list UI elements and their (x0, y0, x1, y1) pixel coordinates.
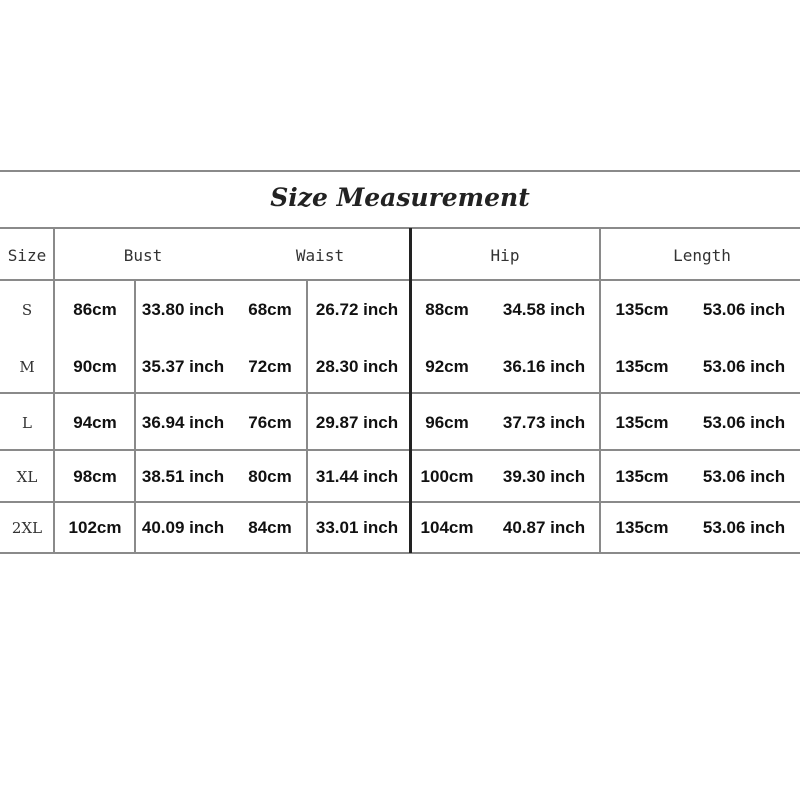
cell-size: 2XL (11, 519, 43, 537)
cell-bust-cm: 98cm (73, 467, 117, 486)
cell-length-in: 53.06 inch (702, 357, 786, 376)
cell-hip-cm: 88cm (425, 300, 469, 319)
cell-waist-in: 31.44 inch (315, 467, 399, 486)
cell-hip-cm: 96cm (425, 413, 469, 432)
table-title: Size Measurement (270, 183, 530, 212)
cell-hip-in: 40.87 inch (502, 518, 586, 537)
cell-length-in: 53.06 inch (702, 300, 786, 319)
cell-length-cm: 135cm (615, 357, 669, 376)
cell-waist-cm: 76cm (248, 413, 292, 432)
cell-size: XL (16, 468, 38, 486)
cell-bust-cm: 90cm (73, 357, 117, 376)
divider (134, 280, 136, 553)
header-length: Length (673, 246, 731, 265)
cell-length-in: 53.06 inch (702, 467, 786, 486)
cell-hip-cm: 104cm (420, 518, 474, 537)
cell-bust-cm: 94cm (73, 413, 117, 432)
cell-hip-in: 37.73 inch (502, 413, 586, 432)
cell-hip-cm: 92cm (425, 357, 469, 376)
divider (0, 227, 800, 229)
cell-length-cm: 135cm (615, 413, 669, 432)
divider (53, 228, 55, 553)
cell-waist-in: 29.87 inch (315, 413, 399, 432)
cell-bust-in: 40.09 inch (141, 518, 225, 537)
divider (409, 228, 412, 553)
cell-bust-in: 35.37 inch (141, 357, 225, 376)
cell-hip-in: 39.30 inch (502, 467, 586, 486)
divider (0, 279, 800, 281)
cell-bust-cm: 86cm (73, 300, 117, 319)
cell-waist-cm: 72cm (248, 357, 292, 376)
cell-bust-cm: 102cm (68, 518, 122, 537)
divider (0, 170, 800, 172)
header-bust: Bust (123, 246, 163, 265)
cell-length-cm: 135cm (615, 518, 669, 537)
cell-hip-cm: 100cm (420, 467, 474, 486)
cell-waist-cm: 84cm (248, 518, 292, 537)
cell-size: M (19, 358, 35, 376)
cell-waist-in: 28.30 inch (315, 357, 399, 376)
cell-bust-in: 36.94 inch (141, 413, 225, 432)
divider (0, 501, 800, 503)
divider (306, 280, 308, 553)
cell-length-in: 53.06 inch (702, 518, 786, 537)
cell-hip-in: 36.16 inch (502, 357, 586, 376)
header-hip: Hip (490, 246, 520, 265)
cell-bust-in: 38.51 inch (141, 467, 225, 486)
cell-waist-cm: 68cm (248, 300, 292, 319)
cell-waist-in: 26.72 inch (315, 300, 399, 319)
divider (0, 552, 800, 554)
cell-length-cm: 135cm (615, 467, 669, 486)
divider (599, 228, 601, 553)
divider (0, 392, 800, 394)
cell-hip-in: 34.58 inch (502, 300, 586, 319)
header-size: Size (7, 246, 47, 265)
cell-length-cm: 135cm (615, 300, 669, 319)
cell-waist-in: 33.01 inch (315, 518, 399, 537)
cell-size: L (22, 414, 32, 432)
cell-bust-in: 33.80 inch (141, 300, 225, 319)
cell-waist-cm: 80cm (248, 467, 292, 486)
cell-size: S (21, 301, 33, 319)
cell-length-in: 53.06 inch (702, 413, 786, 432)
header-waist: Waist (295, 246, 345, 265)
divider (0, 449, 800, 451)
